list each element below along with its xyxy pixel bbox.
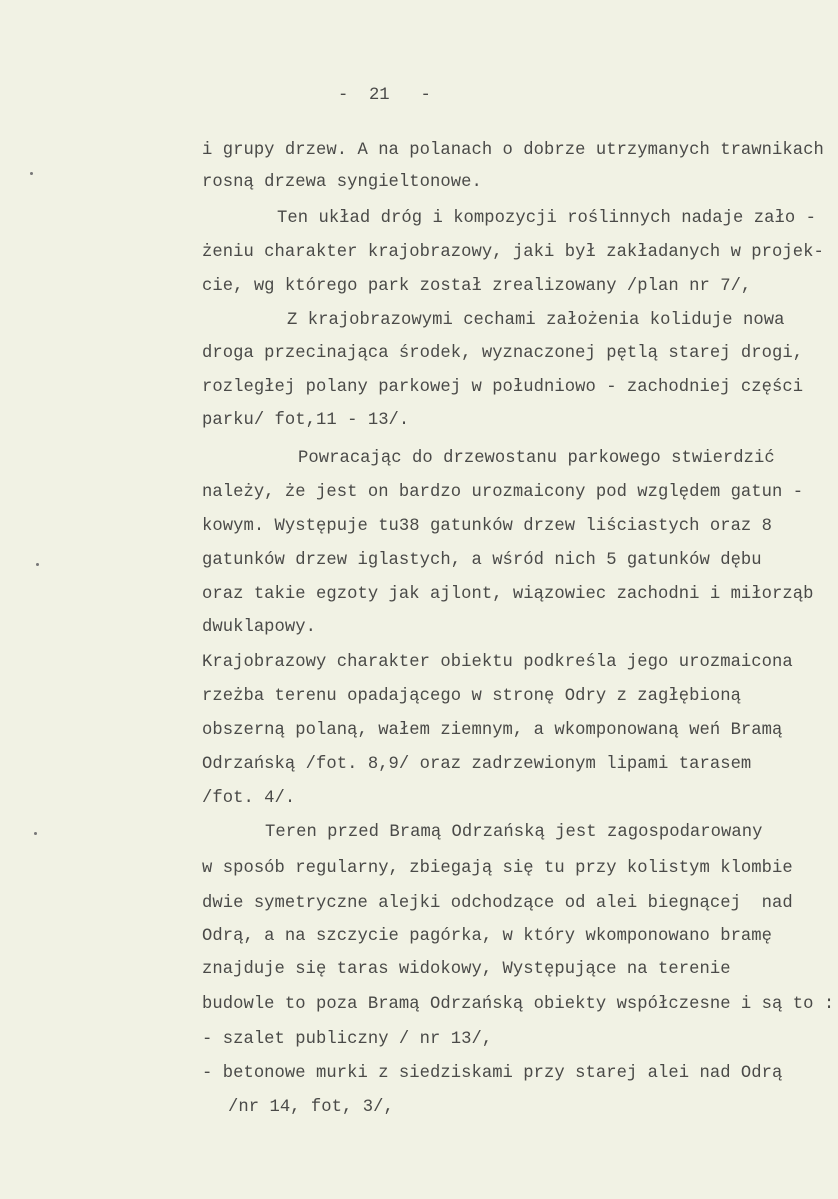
text-line: cie, wg którego park został zrealizowany /plan nr 7/, bbox=[202, 277, 752, 296]
text-line: Odrą, a na szczycie pagórka, w który wkomponowano bramę bbox=[202, 927, 773, 946]
text-line: oraz takie egzoty jak ajlont, wiązowiec zachodni i miłorząb bbox=[202, 585, 814, 604]
text-line: w sposób regularny, zbiegają się tu przy kolistym klombie bbox=[202, 859, 793, 878]
text-line: obszerną polaną, wałem ziemnym, a wkomponowaną weń Bramą bbox=[202, 721, 783, 740]
text-line: należy, że jest on bardzo urozmaicony pod względem gatun - bbox=[202, 483, 804, 502]
text-line: żeniu charakter krajobrazowy, jaki był zakładanych w projek- bbox=[202, 243, 824, 262]
text-line: Ten układ dróg i kompozycji roślinnych nadaje zało - bbox=[277, 209, 816, 228]
text-line: dwuklapowy. bbox=[202, 618, 317, 637]
text-line: gatunków drzew iglastych, a wśród nich 5 gatunków dębu bbox=[202, 551, 762, 570]
paper-speck bbox=[30, 172, 33, 175]
paper-speck bbox=[36, 563, 39, 566]
page-number: - 21 - bbox=[338, 86, 431, 105]
text-line: droga przecinająca środek, wyznaczonej pętlą starej drogi, bbox=[202, 344, 804, 363]
text-line: Krajobrazowy charakter obiektu podkreśla jego urozmaicona bbox=[202, 653, 793, 672]
text-line: kowym. Występuje tu38 gatunków drzew liściastych oraz 8 bbox=[202, 517, 773, 536]
text-line: /nr 14, fot, 3/, bbox=[228, 1098, 394, 1117]
text-line: znajduje się taras widokowy, Występujące na terenie bbox=[202, 960, 731, 979]
text-line: rosną drzewa syngieltonowe. bbox=[202, 173, 482, 192]
text-line: Powracając do drzewostanu parkowego stwierdzić bbox=[298, 449, 775, 468]
text-line: budowle to poza Bramą Odrzańską obiekty współczesne i są to : bbox=[202, 995, 835, 1014]
text-line: parku/ fot,11 - 13/. bbox=[202, 411, 410, 430]
text-line: Odrzańską /fot. 8,9/ oraz zadrzewionym lipami tarasem bbox=[202, 755, 752, 774]
text-line: rzeżba terenu opadającego w stronę Odry z zagłębioną bbox=[202, 687, 741, 706]
text-line: - szalet publiczny / nr 13/, bbox=[202, 1030, 493, 1049]
text-line: /fot. 4/. bbox=[202, 789, 296, 808]
text-line: Teren przed Bramą Odrzańską jest zagospodarowany bbox=[265, 823, 763, 842]
paper-speck bbox=[34, 832, 37, 835]
text-line: dwie symetryczne alejki odchodzące od alei biegnącej nad bbox=[202, 894, 793, 913]
text-line: Z krajobrazowymi cechami założenia koliduje nowa bbox=[287, 311, 785, 330]
text-line: - betonowe murki z siedziskami przy starej alei nad Odrą bbox=[202, 1064, 783, 1083]
text-line: rozległej polany parkowej w południowo - zachodniej części bbox=[202, 378, 804, 397]
text-line: i grupy drzew. A na polanach o dobrze utrzymanych trawnikach bbox=[202, 141, 824, 160]
